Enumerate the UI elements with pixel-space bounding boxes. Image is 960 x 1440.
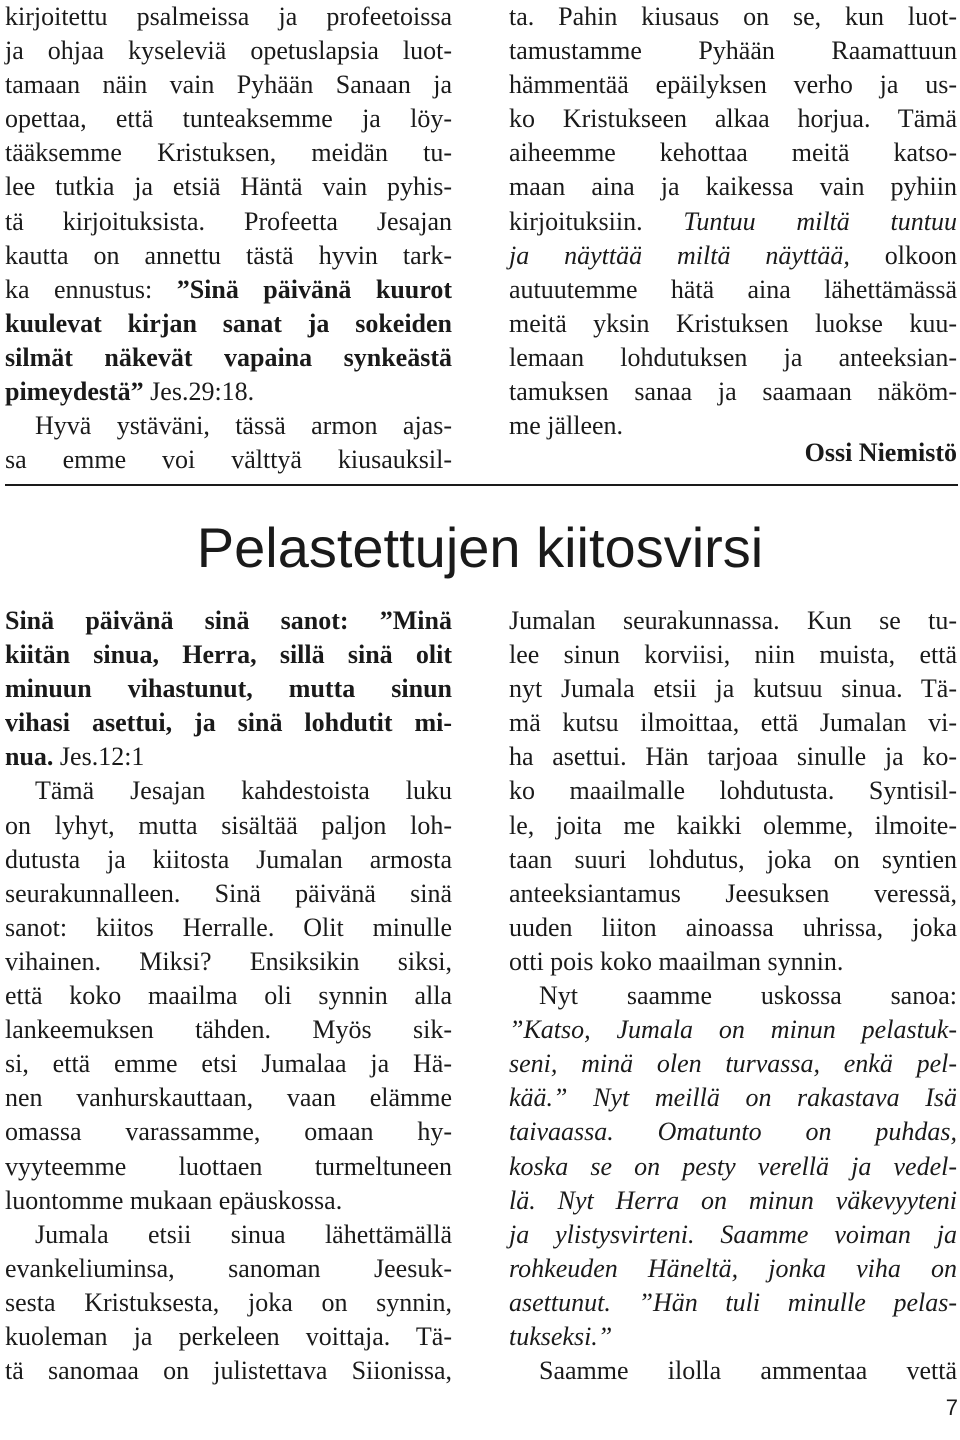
text-line: tääksemme Kristuksen, meidän tu-	[5, 138, 452, 168]
text-fragment: ka ennustus:	[5, 274, 177, 304]
lead-quote-line: minuun vihastunut, mutta sinun	[5, 674, 452, 704]
italic-phrase: Tuntuu miltä tuntuu	[683, 206, 957, 236]
text-line: lee sinun korviisi, niin muista, että	[509, 640, 957, 670]
continued-paragraph	[5, 0, 452, 409]
lead-quote-line: Sinä päivänä sinä sanot: ”Minä	[5, 606, 452, 635]
italic-quote-line: taivaassa. Omatunto on puhdas,	[509, 1117, 957, 1147]
bible-reference: Jes.29:18.	[143, 377, 255, 407]
text-line: tä sanomaa on julistettava Siionissa,	[5, 1356, 452, 1386]
text-line: meitä yksin Kristuksen luokse kuu-	[509, 308, 957, 338]
bible-quote: pimeydestä”	[5, 377, 144, 407]
lead-quote-line: vihasi asettui, ja sinä lohdutit mi-	[5, 708, 452, 738]
italic-quote-line: koska se on pesty verellä ja vedel-	[509, 1151, 957, 1181]
text-line: evankeliuminsa, sanoman Jeesuk-	[5, 1253, 452, 1283]
text-line: me jälleen.	[509, 411, 624, 441]
bible-quote: ”Sinä päivänä kuurot	[176, 274, 452, 304]
italic-quote-line: asettunut. ”Hän tuli minulle pelas-	[509, 1287, 957, 1317]
paragraph	[5, 409, 452, 477]
text-line: nyt Jumala etsii ja kutsuu sinua. Tä-	[509, 674, 957, 704]
text-line: vyyteemme luottaen turmeltuneen	[5, 1151, 452, 1181]
italic-quote-line: ”Katso, Jumala on minun pelastuk-	[509, 1015, 957, 1045]
text-line: tamaan näin vain Pyhään Sanaan ja	[5, 70, 452, 100]
text-line: anteeksiantamus Jeesuksen veressä,	[509, 878, 957, 908]
text-line: Jumala etsii sinua lähettämällä	[35, 1219, 452, 1249]
italic-quote-line: lä. Nyt Herra on minun väkevyyteni	[509, 1185, 957, 1215]
text-fragment: olkoon	[849, 240, 957, 270]
italic-quote-line: rohkeuden Häneltä, jonka viha on	[509, 1253, 957, 1283]
bottom-left-column	[5, 604, 452, 1388]
section-divider	[5, 484, 958, 486]
text-fragment: kirjoituksiin.	[509, 206, 684, 236]
top-left-column	[5, 0, 452, 477]
text-line: luontomme mukaan epäuskossa.	[5, 1185, 343, 1215]
text-line: seurakunnalleen. Sinä päivänä sinä	[5, 878, 452, 908]
text-line: että koko maailma oli synnin alla	[5, 981, 452, 1011]
text-line: sanot: kiitos Herralle. Olit minulle	[5, 912, 452, 942]
top-right-column	[509, 0, 957, 443]
text-line: Saamme ilolla ammentaa vettä	[539, 1356, 957, 1386]
italic-quote-line: ja ylistysvirteni. Saamme voiman ja	[509, 1219, 957, 1249]
text-line: Hyvä ystäväni, tässä armon ajas-	[35, 411, 452, 441]
text-line: lankeemuksen tähden. Myös sik-	[5, 1015, 452, 1045]
paragraph	[509, 979, 957, 1354]
paragraph	[509, 1354, 957, 1388]
text-line: le, joita me kaikki olemme, ilmoite-	[509, 810, 957, 840]
text-line: nen vanhurskauttaan, vaan elämme	[5, 1083, 452, 1113]
italic-phrase: ja näyttää miltä näyttää,	[509, 240, 850, 270]
text-line: taan suuri lohdutus, joka on syntien	[509, 844, 957, 874]
text-line: tamuksen sanaa ja saamaan näköm-	[509, 377, 957, 407]
bottom-right-column	[509, 604, 957, 1388]
text-line	[5, 273, 452, 307]
text-line: lee tutkia ja etsiä Häntä vain pyhis-	[5, 172, 452, 202]
paragraph	[5, 774, 452, 1217]
text-line: ta. Pahin kiusaus on se, kun luot-	[509, 2, 957, 31]
text-line: kautta on annettu tästä hyvin tark-	[5, 240, 452, 270]
paragraph	[509, 604, 957, 979]
text-line: ja ohjaa kyseleviä opetuslapsia luot-	[5, 36, 452, 66]
text-line: Nyt saamme uskossa sanoa:	[539, 981, 957, 1011]
text-line: ko maailmalle lohdutusta. Syntisil-	[509, 776, 957, 806]
bible-reference: Jes.12:1	[53, 742, 145, 772]
bible-quote: kuulevat kirjan sanat ja sokeiden	[5, 308, 452, 338]
text-line: kuoleman ja perkeleen voittaja. Tä-	[5, 1321, 452, 1351]
text-line: vihainen. Miksi? Ensiksikin siksi,	[5, 946, 452, 976]
lead-quote-line: kiitän sinua, Herra, sillä sinä olit	[5, 640, 452, 670]
text-line: Tämä Jesajan kahdestoista luku	[35, 776, 452, 806]
text-line: kirjoitettu psalmeissa ja profeetoissa	[5, 2, 452, 31]
text-line: sesta Kristuksesta, joka on synnin,	[5, 1287, 452, 1317]
page-number: 7	[945, 1395, 958, 1420]
text-line: maan aina ja kaikessa vain pyhiin	[509, 172, 957, 202]
text-line	[5, 740, 452, 774]
text-line: dutusta ja kiitosta Jumalan armosta	[5, 844, 452, 874]
text-line: si, että emme etsi Jumalaa ja Hä-	[5, 1049, 452, 1079]
paragraph	[5, 1218, 452, 1388]
author-signature: Ossi Niemistö	[804, 438, 957, 467]
italic-quote-line: seni, minä olen turvassa, enkä pel-	[509, 1049, 957, 1079]
bible-quote: silmät näkevät vapaina synkeästä	[5, 342, 452, 372]
text-line: ko Kristukseen alkaa horjua. Tämä	[509, 104, 957, 134]
text-line: hämmentää epäilyksen verho ja us-	[509, 70, 957, 100]
text-line: otti pois koko maailman synnin.	[509, 946, 844, 976]
text-line	[509, 239, 957, 273]
italic-quote-line: kää.” Nyt meillä on rakastava Isä	[509, 1083, 957, 1113]
text-line: sa emme voi välttyä kiusauksil-	[5, 445, 452, 475]
text-line: omassa varassamme, omaan hy-	[5, 1117, 452, 1147]
text-line: on lyhyt, mutta sisältää paljon loh-	[5, 810, 452, 840]
text-line: lemaan lohdutuksen ja anteeksian-	[509, 342, 957, 372]
text-line: autuutemme hätä aina lähettämässä	[509, 274, 957, 304]
text-line: ha asettui. Hän tarjoaa sinulle ja ko-	[509, 742, 957, 772]
lead-quote	[5, 604, 452, 774]
text-line	[5, 375, 452, 409]
lead-quote-line: nua.	[5, 742, 54, 772]
text-line	[509, 205, 957, 239]
text-line: Jumalan seurakunnassa. Kun se tu-	[509, 606, 957, 635]
text-line: uuden liiton ainoassa uhrissa, joka	[509, 912, 957, 942]
article-title: Pelastettujen kiitosvirsi	[196, 516, 764, 579]
text-line: tamustamme Pyhään Raamattuun	[509, 36, 957, 66]
text-line: tä kirjoituksista. Profeetta Jesajan	[5, 206, 452, 236]
text-line: aiheemme kehottaa meitä katso-	[509, 138, 957, 168]
text-line: opettaa, että tunteaksemme ja löy-	[5, 104, 452, 134]
text-line: mä kutsu ilmoittaa, että Jumalan vi-	[509, 708, 957, 738]
paragraph	[509, 0, 957, 443]
italic-quote-line: tukseksi.”	[509, 1321, 613, 1351]
